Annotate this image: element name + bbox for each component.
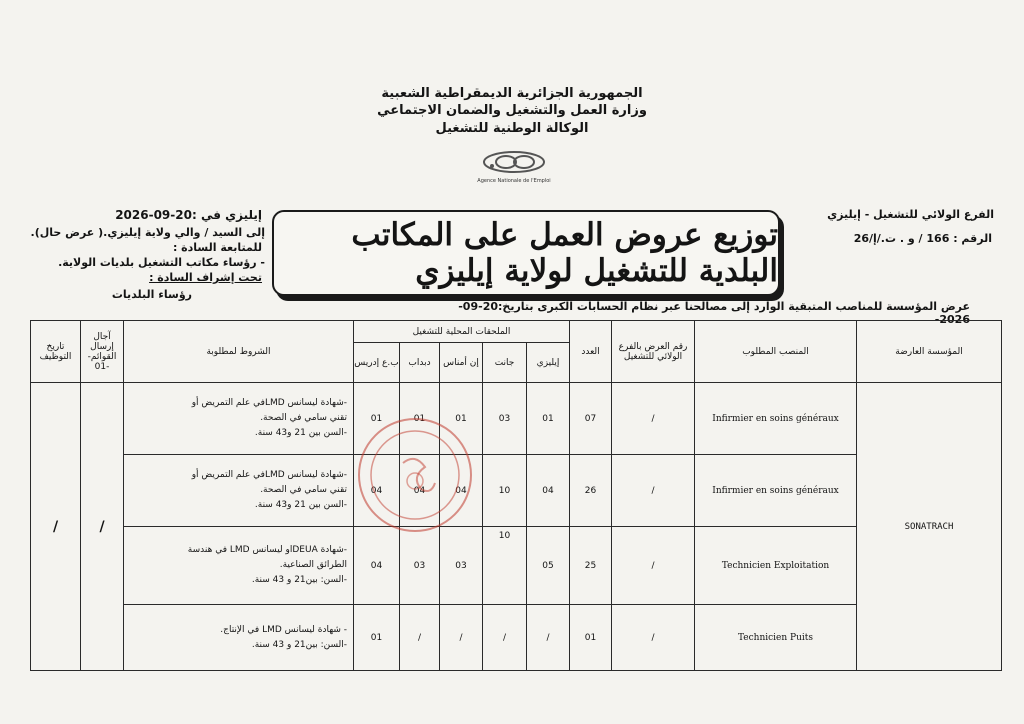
conditions-cell [124,455,354,527]
deadline-cell [81,383,124,671]
annex-value-cell: 01 [400,383,440,455]
hiring-date-cell [31,383,81,671]
date-line: إيليزي في :20-09-2026 [115,208,262,222]
header-annex-djanet: جانت [483,343,527,383]
condition-line: تقني سامي في الصحة. [260,485,347,495]
annex-value-cell: 03 [400,527,440,605]
annex-value-cell: 03 [440,527,483,605]
annex-value-cell: 10 [483,527,527,605]
annex-value-cell: 01 [527,383,570,455]
annex-value-cell: / [527,605,570,671]
offer-number-cell: / [612,527,695,605]
header-deadline: آجال إرسال القوائم- -01 [81,321,124,383]
count-cell: 01 [570,605,612,671]
table-row [31,527,1002,605]
conditions-cell [124,383,354,455]
header-company: المؤسسة العارضة [857,321,1002,383]
header-hiring-date: تاريخ التوظيف [31,321,81,383]
offer-number-cell: / [612,455,695,527]
job-offers-table [30,320,1002,671]
annex-value-cell: 04 [440,455,483,527]
annex-value-cell: 01 [354,383,400,455]
condition-line: -السن: بين21 و 43 سنة. [251,639,347,650]
count-cell: 25 [570,527,612,605]
hiring-dash: / [52,518,59,535]
annex-value-cell: 04 [527,455,570,527]
position-cell: Infirmier en soins généraux [695,383,857,455]
position-cell: Infirmier en soins généraux [695,455,857,527]
header-annex-bordj-omar-driss: ب.ع إدريس [354,343,400,383]
header-position: المنصب المطلوب [695,321,857,383]
table-row [31,455,1002,527]
condition-line: -السن بين 21 و43 سنة. [254,428,347,438]
office-heads-line: - رؤساء مكاتب التشغيل بلديات الولاية. [58,256,265,269]
position-cell: Technicien Exploitation [695,527,857,605]
table-row [31,383,1002,455]
position-cell: Technicien Puits [695,605,857,671]
header-annex-illizi: إيليزي [527,343,570,383]
annex-value-cell: 04 [354,527,400,605]
header-count: العدد [570,321,612,383]
annex-value-cell: 03 [483,383,527,455]
annex-value-cell: / [400,605,440,671]
annex-value-cell: 05 [527,527,570,605]
header-offer-number: رقم العرض بالفرع الولائي للتشغيل [612,321,695,383]
condition-line: -السن: بين21 و 43 سنة. [251,575,347,585]
condition-line: -شهادة DEUAاو ليسانس LMD في هندسة [187,545,347,555]
offer-number-cell: / [612,383,695,455]
reference-number: الرقم : 166 / و . ت./إ/26 [853,232,992,245]
offer-number-cell: / [612,605,695,671]
table-row [31,605,1002,671]
annex-value-cell: / [483,605,527,671]
recipient-line: إلى السيد / والي ولاية إيليزي.( عرض حال). [30,226,265,239]
logo-subtext: Agence Nationale de l'Emploi [477,178,551,184]
document-title: توزيع عروض العمل على المكاتب البلدية للتشغيل لولاية إيليزي [351,217,778,289]
annex-value-cell: 04 [400,455,440,527]
mayors-line: رؤساء البلديات [111,288,192,301]
header-annex-in-amenas: إن أمناس [440,343,483,383]
deadline-dash: / [99,518,105,535]
condition-line: الطرائق الصناعية. [279,560,347,570]
count-cell: 26 [570,455,612,527]
follow-line: للمتابعة السادة : [172,241,262,254]
condition-line: -السن بين 21 و43 سنة. [254,500,347,510]
header-agency: الوكالة الوطنية للتشغيل [435,121,589,136]
condition-line: -شهادة ليسانس LMDفي علم التمريض أو [191,470,347,480]
title-box [272,210,780,296]
company-name: SONATRACH [857,383,1002,671]
offer-description: عرض المؤسسة للمناصب المتبقية الوارد إلى مصالحنا عبر نظام الحسابات الكبرى بتاريخ:20-09-2026- [458,300,970,326]
header-republic: الجمهورية الجزائرية الديمقراطية الشعبية [381,86,643,101]
header-conditions: الشروط لمطلوبة [124,321,354,383]
annex-value-cell: 01 [354,605,400,671]
count-cell: 07 [570,383,612,455]
condition-line: -شهادة ليسانس LMDفي علم التمريض أو [191,398,347,408]
annex-value-cell: 01 [440,383,483,455]
conditions-cell [124,527,354,605]
annex-value-cell: 10 [483,455,527,527]
header-ministry: وزارة العمل والتشغيل والضمان الاجتماعي [377,103,647,118]
annex-value-cell: / [440,605,483,671]
header-annex-debdeb: دبداب [400,343,440,383]
branch-label: الفرع الولائي للتشغيل - إيليزي [827,208,994,221]
conditions-cell [124,605,354,671]
supervision-line: تحت إشراف السادة : [149,271,262,284]
header-annexes: الملحقات المحلية للتشغيل [354,321,570,343]
annex-value-cell: 04 [354,455,400,527]
condition-line: تقني سامي في الصحة. [260,413,347,423]
condition-line: - شهادة ليسانس LMD في الإنتاج. [220,624,347,635]
